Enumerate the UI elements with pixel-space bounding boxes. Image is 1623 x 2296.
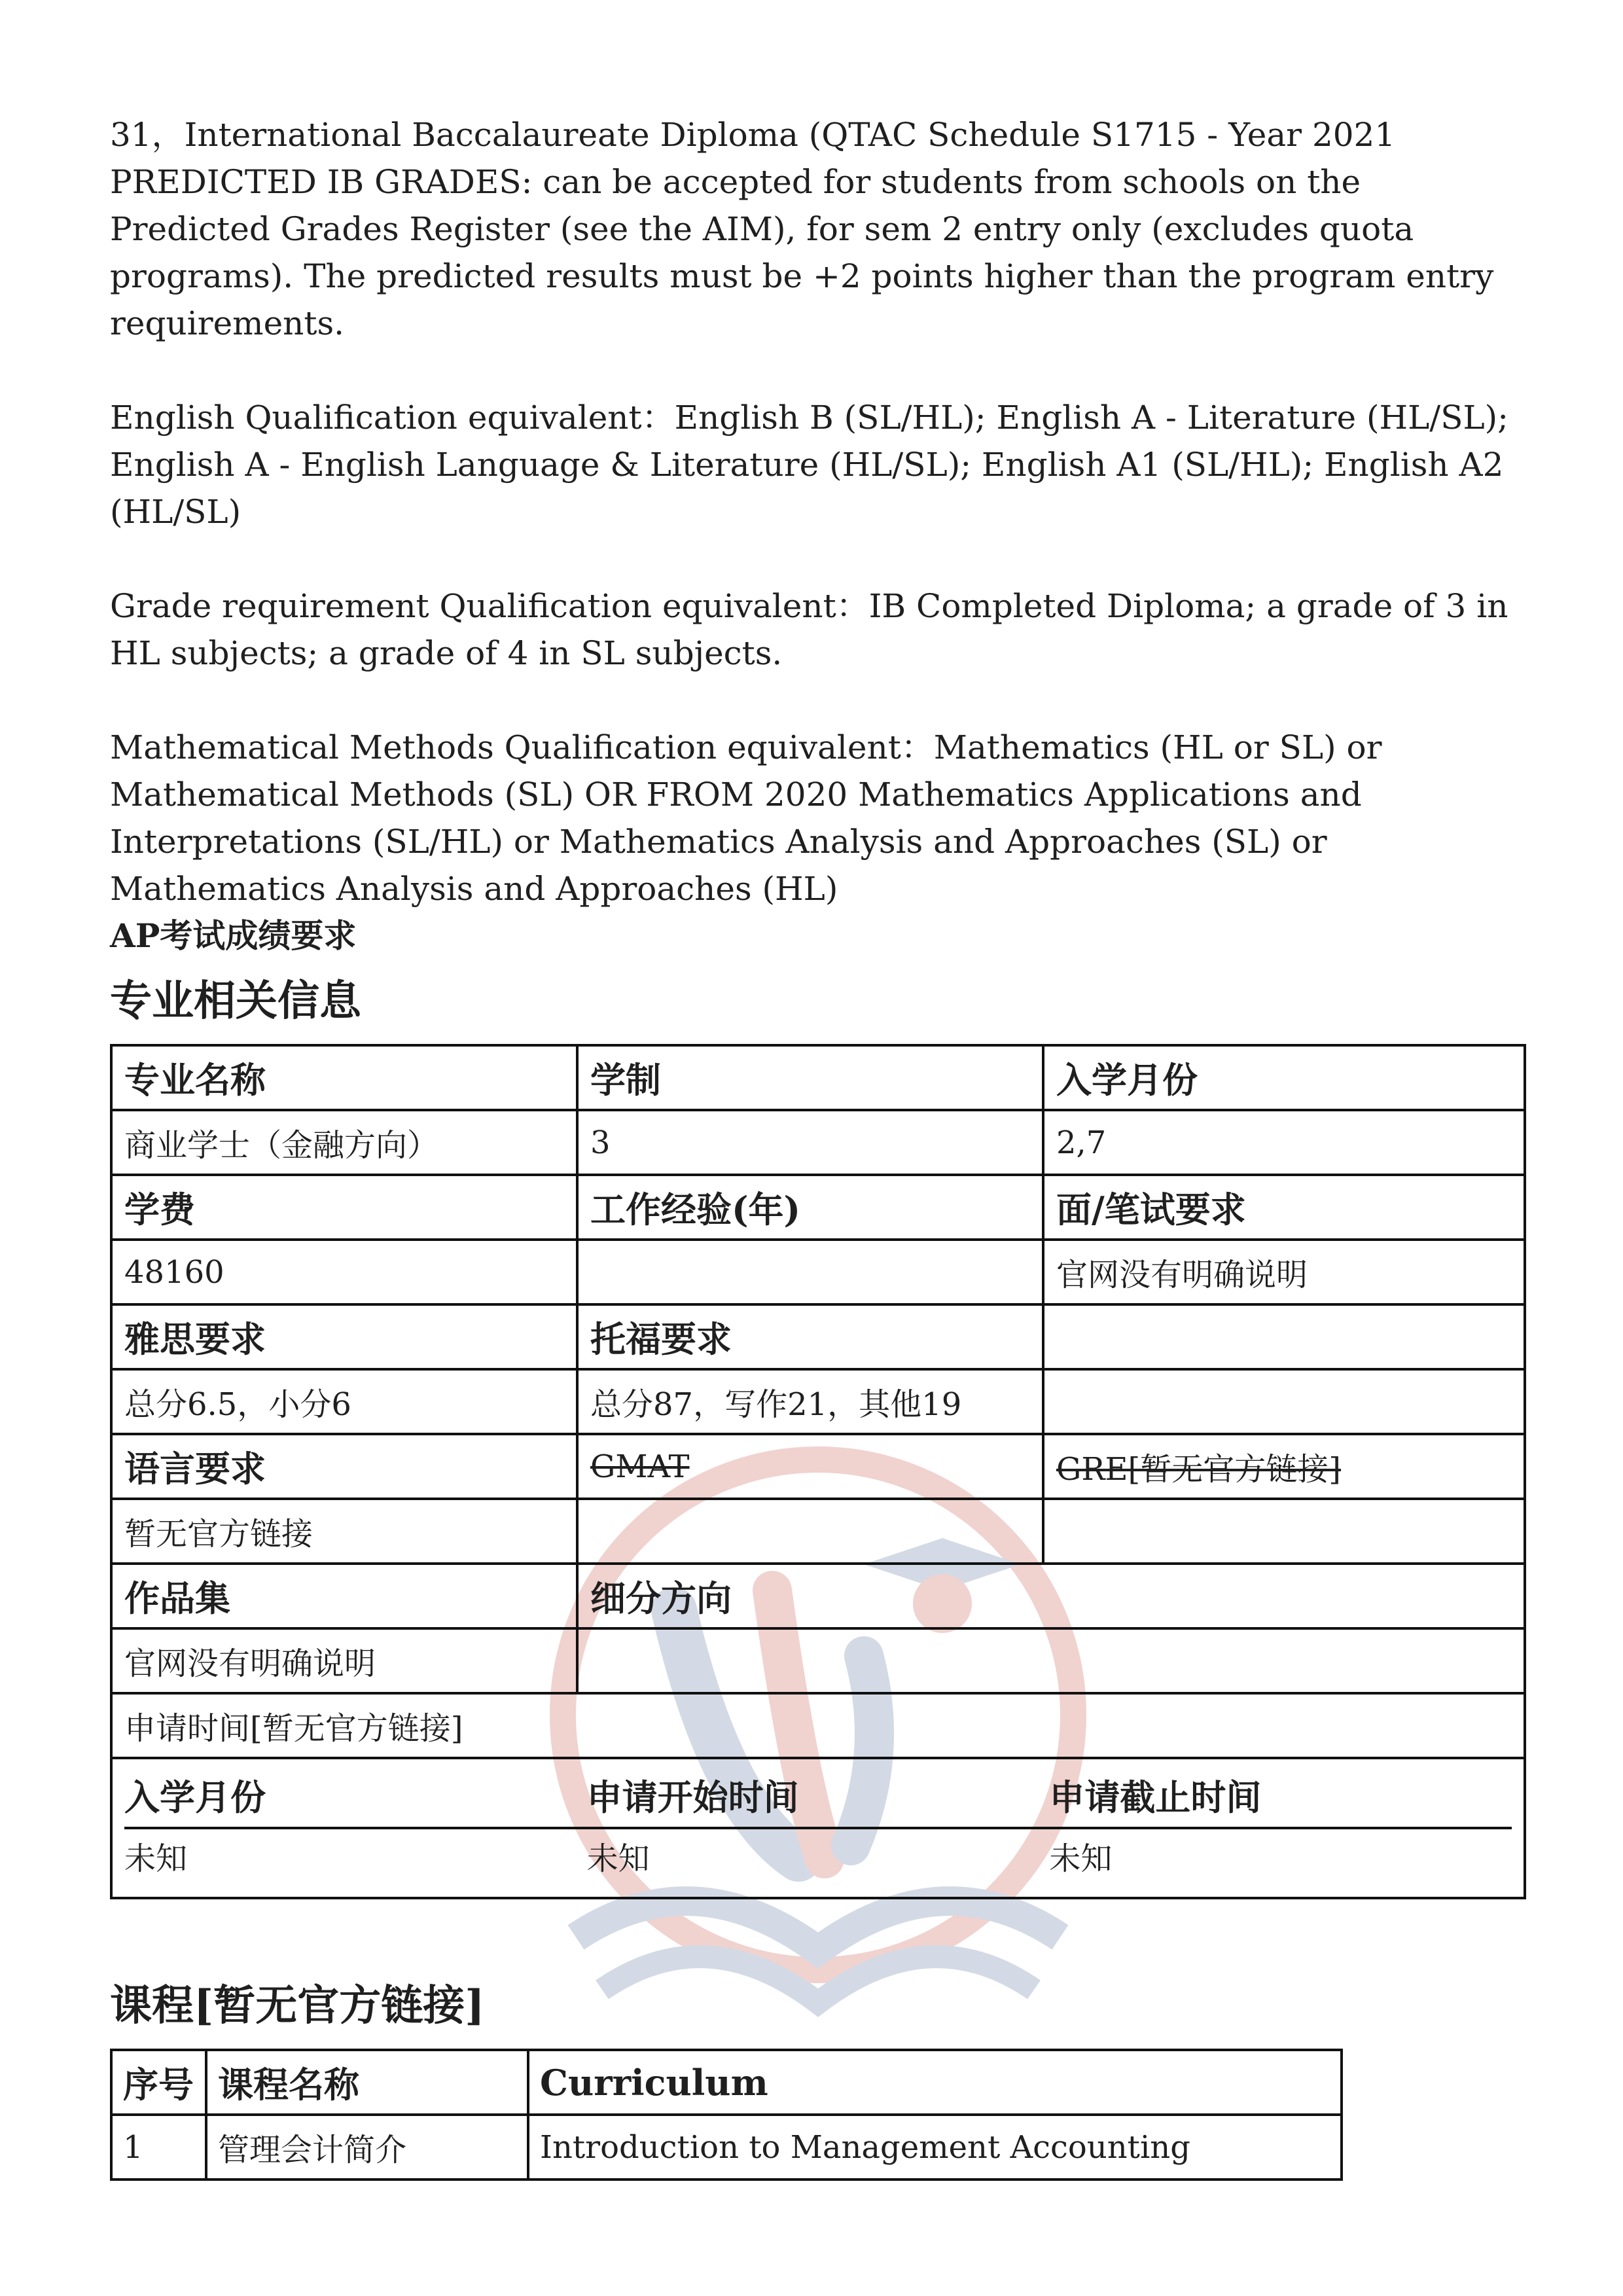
ib-diploma-paragraph: 31，International Baccalaureate Diploma (QTAC Schedule S1715 - Year 2021 PREDICTED IB GRADES: can be accepted for students from schools on the Predicted Grades Register (see the AIM), for sem 2 entry only (excludes quota programs). The predicted results must be +2 points higher than the program entry requirements. — [110, 116, 1494, 342]
intake-value: 2,7 — [1043, 1110, 1525, 1175]
course-curriculum: Introduction to Management Accounting — [528, 2115, 1342, 2179]
table-row — [111, 2115, 1342, 2179]
empty-cell — [1043, 1499, 1525, 1564]
specialization-value — [577, 1628, 1525, 1693]
table-row — [111, 1045, 1525, 1110]
table-row — [111, 1240, 1525, 1304]
requirements-text — [110, 111, 1524, 960]
specialization-label: 细分方向 — [577, 1564, 1525, 1628]
portfolio-value: 官网没有明确说明 — [111, 1628, 577, 1693]
curriculum-header: Curriculum — [528, 2050, 1342, 2115]
dates-start-label: 申请开始时间 — [587, 1768, 1050, 1829]
table-row — [111, 1110, 1525, 1175]
dates-intake-label: 入学月份 — [124, 1768, 587, 1829]
empty-cell — [1043, 1369, 1525, 1434]
language-value: 暂无官方链接 — [111, 1499, 577, 1564]
table-row — [111, 1434, 1525, 1499]
dates-deadline-column — [1049, 1768, 1512, 1888]
dates-intake-value: 未知 — [124, 1840, 188, 1877]
work-experience-label: 工作经验(年) — [577, 1175, 1043, 1240]
math-methods-paragraph: Mathematical Methods Qualification equivalent：Mathematics (HL or SL) or Mathematical Methods (SL) OR FROM 2020 Mathematics Applications and Interpretations (SL/HL) or Mathematics Analysis and Approaches (SL) or Mathematics Analysis and Approaches (HL) — [110, 728, 1382, 908]
table-row — [111, 1758, 1525, 1898]
course-table — [110, 2049, 1343, 2181]
interview-value: 官网没有明确说明 — [1043, 1240, 1525, 1304]
tuition-label: 学费 — [111, 1175, 577, 1240]
table-row — [111, 1369, 1525, 1434]
major-label: 专业名称 — [111, 1045, 577, 1110]
application-time-label: 申请时间[暂无官方链接] — [111, 1693, 1525, 1758]
major-value: 商业学士（金融方向） — [111, 1110, 577, 1175]
work-experience-value — [577, 1240, 1043, 1304]
course-name: 管理会计简介 — [206, 2115, 528, 2179]
duration-label: 学制 — [577, 1045, 1043, 1110]
table-row — [111, 1628, 1525, 1693]
application-dates — [124, 1768, 1512, 1888]
grade-requirement-paragraph: Grade requirement Qualification equivalent：IB Completed Diploma; a grade of 3 in HL subjects; a grade of 4 in SL subjects. — [110, 587, 1508, 672]
empty-cell — [1043, 1304, 1525, 1369]
course-name-header: 课程名称 — [206, 2050, 528, 2115]
gre-label: GRE[暂无官方链接] — [1043, 1434, 1525, 1499]
course-no: 1 — [111, 2115, 206, 2179]
table-header-row — [111, 2050, 1342, 2115]
empty-cell — [577, 1499, 1043, 1564]
ielts-value: 总分6.5，小分6 — [111, 1369, 577, 1434]
dates-deadline-label: 申请截止时间 — [1049, 1768, 1512, 1829]
application-dates-cell — [111, 1758, 1525, 1898]
table-row — [111, 1304, 1525, 1369]
duration-value: 3 — [577, 1110, 1043, 1175]
language-label: 语言要求 — [111, 1434, 577, 1499]
table-row — [111, 1175, 1525, 1240]
ielts-label: 雅思要求 — [111, 1304, 577, 1369]
program-info-title: 专业相关信息 — [110, 977, 361, 1026]
dates-deadline-value: 未知 — [1049, 1840, 1113, 1877]
course-no-header: 序号 — [111, 2050, 206, 2115]
toefl-value: 总分87，写作21，其他19 — [577, 1369, 1043, 1434]
tuition-value: 48160 — [111, 1240, 577, 1304]
program-info-table — [110, 1044, 1526, 1899]
table-row — [111, 1693, 1525, 1758]
intake-label: 入学月份 — [1043, 1045, 1525, 1110]
dates-start-value: 未知 — [586, 1840, 650, 1877]
gmat-label: GMAT — [577, 1434, 1043, 1499]
toefl-label: 托福要求 — [577, 1304, 1043, 1369]
course-section-title: 课程[暂无官方链接] — [110, 1981, 485, 2030]
table-row — [111, 1564, 1525, 1628]
table-row — [111, 1499, 1525, 1564]
portfolio-label: 作品集 — [111, 1564, 577, 1628]
dates-intake-column — [124, 1768, 587, 1888]
english-qualification-paragraph: English Qualification equivalent：English B (SL/HL); English A - Literature (HL/SL); English A - English Language & Literature (HL/SL); English A1 (SL/HL); English A2 (HL/SL) — [110, 399, 1509, 531]
ap-heading: AP考试成绩要求 — [110, 916, 357, 955]
interview-label: 面/笔试要求 — [1043, 1175, 1525, 1240]
dates-start-column — [587, 1768, 1050, 1888]
